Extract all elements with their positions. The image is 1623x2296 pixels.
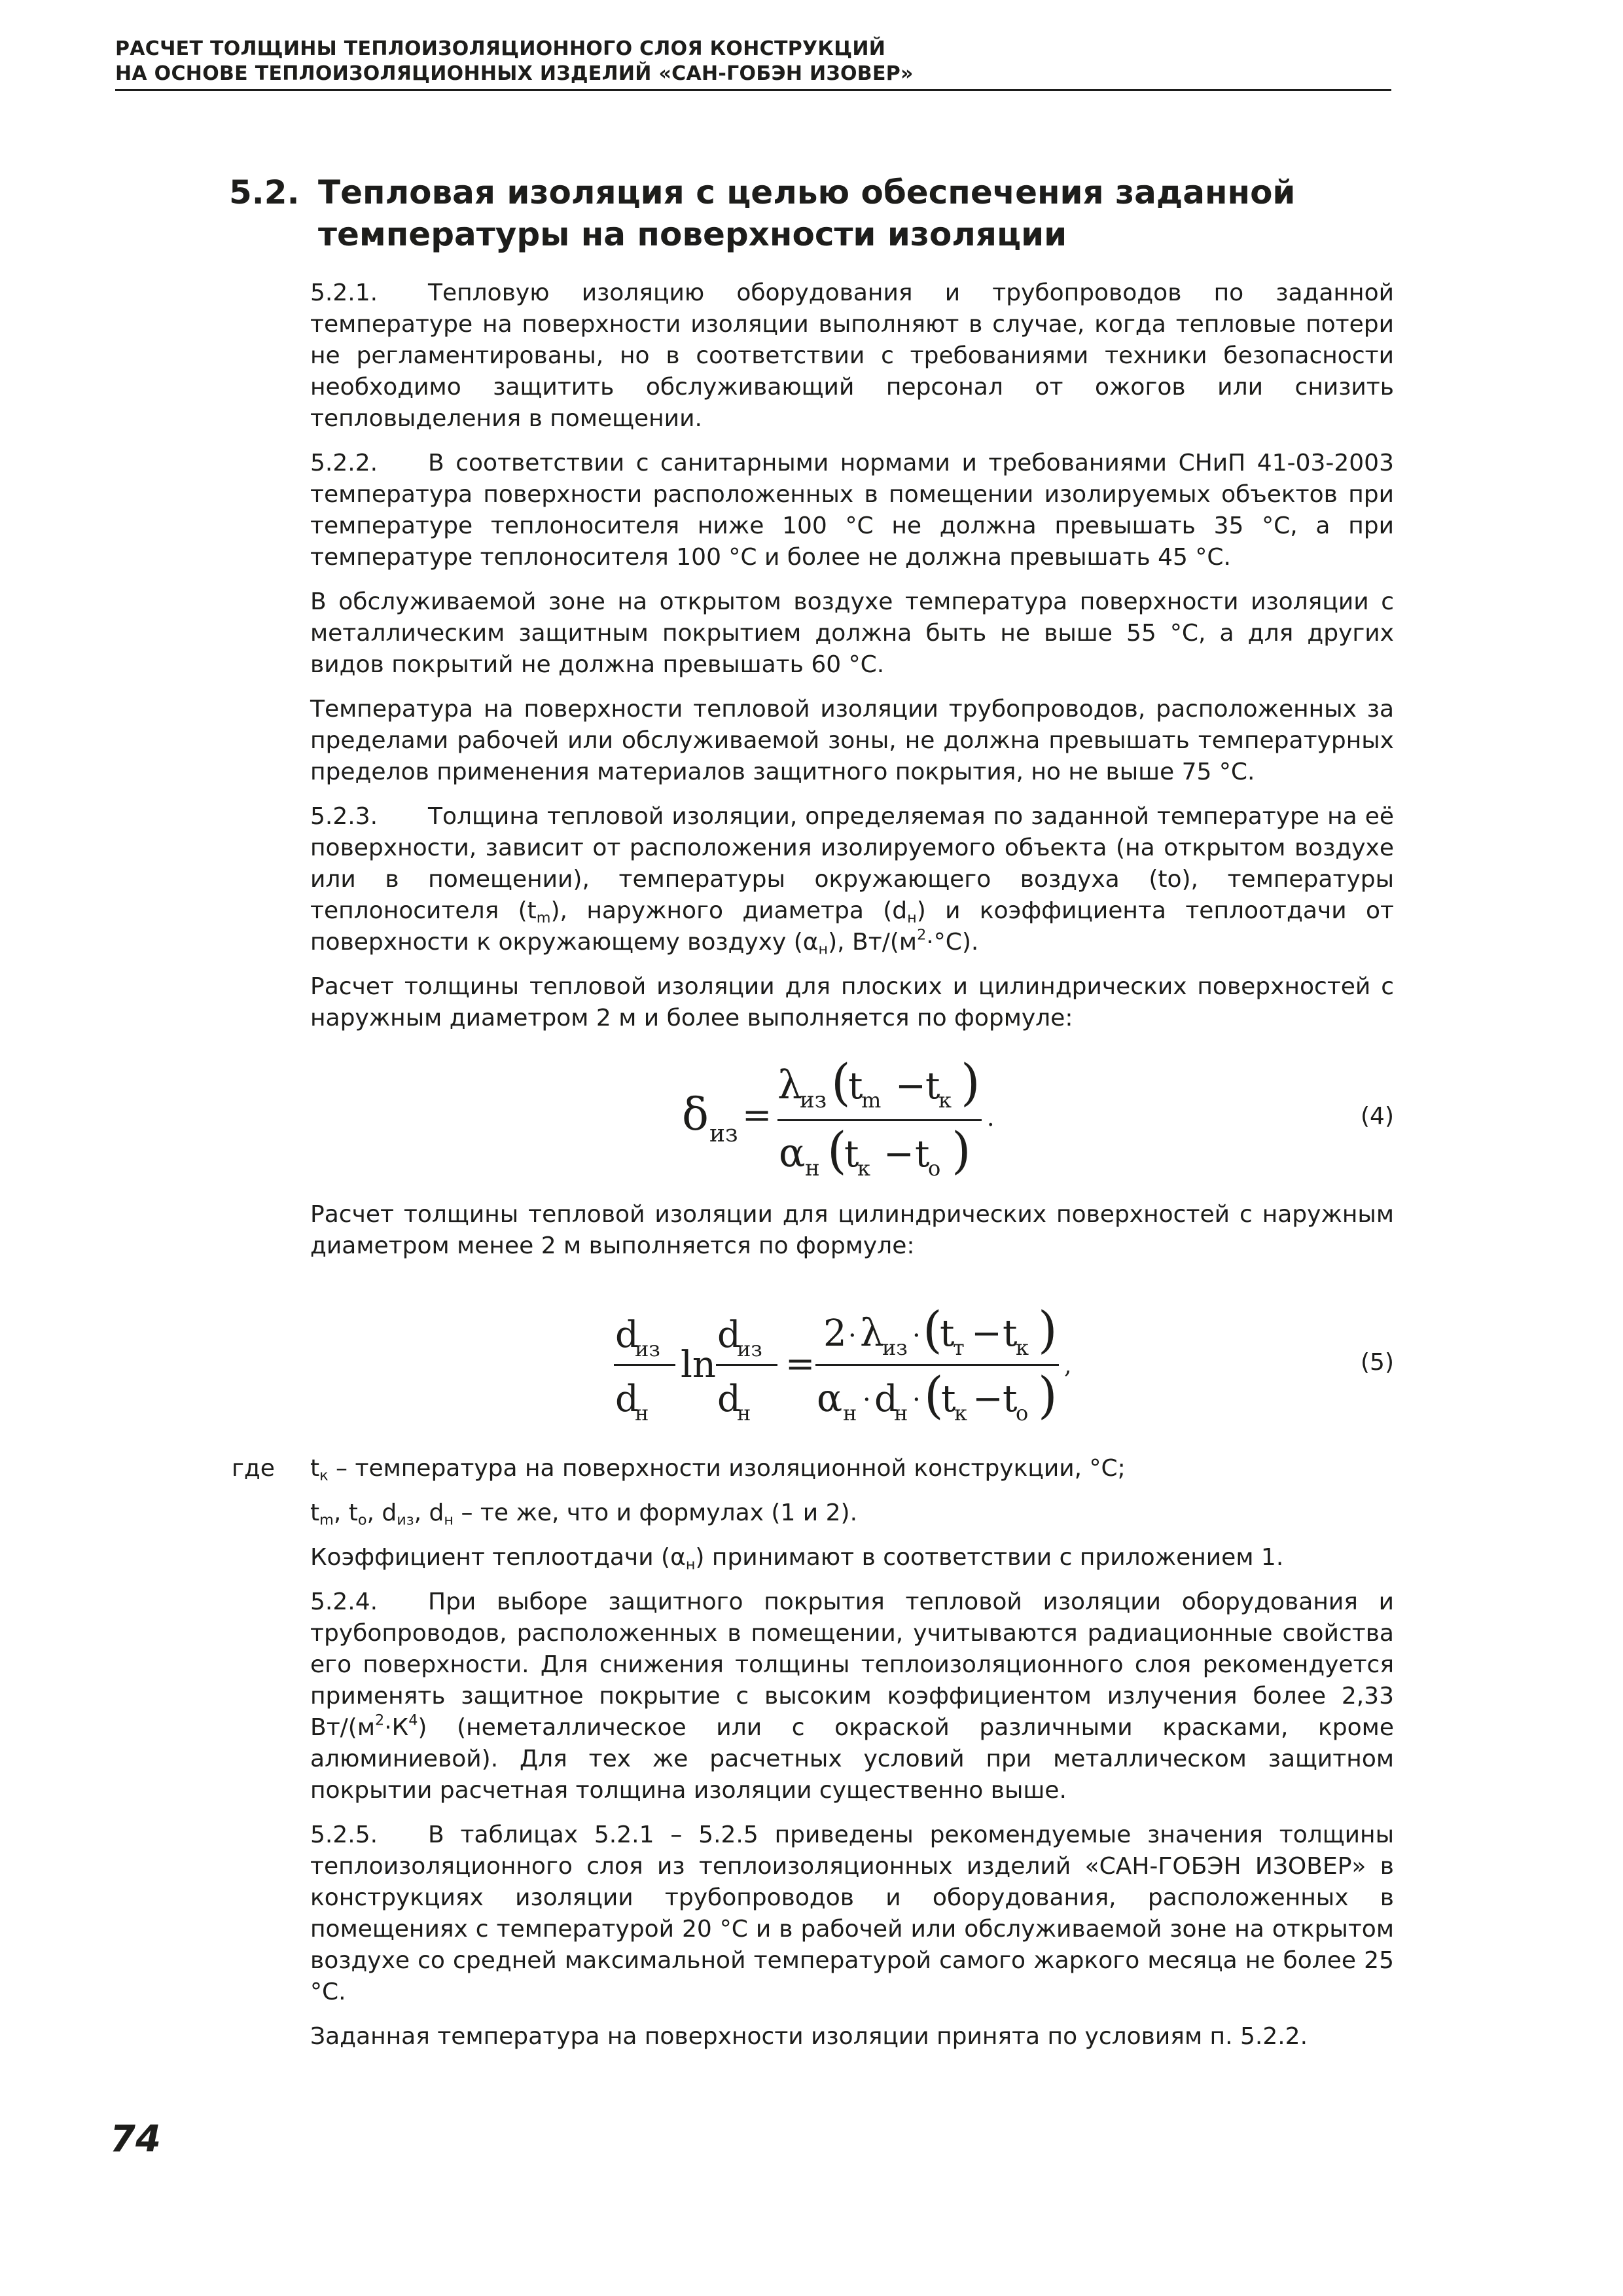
lambda-symbol: λ bbox=[777, 1062, 803, 1108]
t-subscript-k: к bbox=[954, 1401, 967, 1426]
right-paren: ) bbox=[1038, 1366, 1058, 1424]
paragraph-text: ), наружного диаметра (d bbox=[550, 897, 908, 924]
paragraph-number: 5.2.4. bbox=[310, 1588, 378, 1615]
paragraph-number: 5.2.2. bbox=[310, 450, 378, 476]
formula-4 bbox=[310, 1047, 1394, 1185]
minus-sign: − bbox=[971, 1312, 1002, 1355]
d-symbol: d bbox=[717, 1378, 741, 1420]
paragraph-number: 5.2.5. bbox=[310, 1821, 378, 1848]
paragraph-5-2-5 bbox=[310, 1820, 1394, 2008]
paragraph-coefficient bbox=[310, 1542, 1394, 1573]
lambda-subscript: из bbox=[882, 1335, 908, 1360]
section-number: 5.2. bbox=[229, 173, 300, 211]
paragraph-text: Коэффициент теплоотдачи (α bbox=[310, 1544, 686, 1571]
superscript: 2 bbox=[375, 1712, 385, 1729]
running-header bbox=[115, 37, 1389, 86]
alpha-subscript: н bbox=[843, 1401, 857, 1426]
where-definition-tk bbox=[310, 1453, 1394, 1484]
ln-function: ln bbox=[681, 1344, 716, 1386]
formula-period: . bbox=[987, 1105, 995, 1132]
paragraph-5-2-2 bbox=[310, 448, 1394, 573]
paragraph-text: ) (неметаллическое или с окраской различными красками, кроме алюминиевой). Для тех же расчетных условий при металлическом защитном покрытии расчетная толщина изоляции существенно выше. bbox=[310, 1714, 1394, 1804]
minus-sign: − bbox=[972, 1378, 1003, 1420]
t-symbol: t bbox=[940, 1312, 955, 1355]
paragraph-text: ), Вт/(м bbox=[828, 929, 918, 956]
t-subscript-k: к bbox=[1016, 1335, 1029, 1360]
equation-number-4: (4) bbox=[1361, 1103, 1394, 1130]
t-subscript-o: о bbox=[928, 1156, 941, 1181]
right-paren: ) bbox=[1038, 1300, 1058, 1359]
subscript: н bbox=[444, 1511, 454, 1529]
t-symbol: t bbox=[915, 1133, 930, 1175]
t-symbol: t bbox=[941, 1378, 956, 1420]
multiply-dot: · bbox=[912, 1321, 921, 1351]
paragraph-text: ·°С). bbox=[926, 929, 979, 956]
left-paren: ( bbox=[923, 1300, 942, 1359]
t-subscript-o: о bbox=[1016, 1401, 1029, 1426]
t-symbol: t bbox=[844, 1133, 859, 1175]
paragraph-number: 5.2.3. bbox=[310, 803, 378, 830]
left-paren: ( bbox=[924, 1366, 944, 1424]
subscript: к bbox=[319, 1467, 329, 1484]
minus-sign: − bbox=[883, 1133, 914, 1175]
d-symbol: d bbox=[615, 1314, 639, 1356]
left-paren: ( bbox=[827, 1121, 847, 1179]
superscript: 2 bbox=[917, 926, 927, 944]
delta-subscript: из bbox=[709, 1121, 738, 1147]
paragraph-text: ) принимают в соответствии с приложением 1. bbox=[695, 1544, 1284, 1571]
equation-number-5: (5) bbox=[1361, 1349, 1394, 1376]
d-symbol: d bbox=[717, 1314, 741, 1356]
d-symbol: d bbox=[615, 1378, 639, 1420]
digit-two: 2 bbox=[823, 1312, 847, 1355]
d-subscript-iz: из bbox=[737, 1336, 762, 1361]
where-definition-others bbox=[310, 1498, 1394, 1529]
formula-5-svg bbox=[310, 1275, 1226, 1437]
header-rule bbox=[115, 89, 1391, 91]
minus-sign: − bbox=[895, 1065, 926, 1107]
d-subscript-n: н bbox=[894, 1401, 908, 1426]
subscript: н bbox=[818, 941, 829, 958]
paragraph-outside-zone: Температура на поверхности тепловой изоляции трубопроводов, расположенных за пределами рабочей или обслуживаемой зоны, не должна превышать температурных пределов применения материалов защитного покрытия, но не выше 75 °С. bbox=[310, 696, 1394, 785]
paragraph-text: Толщина тепловой изоляции, определяемая по заданной температуре на её поверхности, зависит от расположения изолируемого объекта (на открытом воздухе или в помещении), температуры окружающего воздуха (to), температуры теплоносителя (t bbox=[310, 803, 1394, 924]
paragraph-calc-cylinder: Расчет толщины тепловой изоляции для цилиндрических поверхностей с наружным диаметром менее 2 м выполняется по формуле: bbox=[310, 1201, 1394, 1259]
subscript: из bbox=[397, 1511, 414, 1529]
symbol: , t bbox=[333, 1499, 358, 1526]
alpha-symbol: α bbox=[817, 1376, 843, 1420]
subscript: m bbox=[536, 909, 551, 927]
paragraph-text: Тепловую изоляцию оборудования и трубопроводов по заданной температуре на поверхности изоляции выполняют в случае, когда тепловые потери не регламентированы, но в соответствии с требованиями техники безопасности необходимо защитить обслуживающий персонал от ожогов или снизить тепловыделения в помещении. bbox=[310, 279, 1394, 432]
multiply-dot: · bbox=[912, 1385, 921, 1415]
body-text bbox=[232, 278, 1394, 2066]
equals-sign: = bbox=[742, 1094, 772, 1136]
t-subscript-k: к bbox=[857, 1156, 870, 1181]
page-number: 74 bbox=[110, 2118, 161, 2161]
fraction-bar bbox=[716, 1364, 777, 1366]
t-symbol: t bbox=[848, 1065, 863, 1107]
paragraph-text: В соответствии с санитарными нормами и требованиями СНиП 41-03-2003 температура поверхности расположенных в помещении изолируемых объектов при температуре теплоносителя ниже 100 °С не должна превышать 35 °С, а при температуре теплоносителя 100 °С и более не должна превышать 45 °С. bbox=[310, 450, 1394, 571]
equals-sign: = bbox=[785, 1343, 815, 1384]
formula-4-svg bbox=[310, 1047, 1226, 1185]
paragraph-5-2-3 bbox=[310, 801, 1394, 958]
d-subscript-n: н bbox=[737, 1401, 751, 1426]
where-label: где bbox=[232, 1455, 275, 1482]
t-symbol: t bbox=[1003, 1378, 1018, 1420]
d-subscript-n: н bbox=[635, 1401, 649, 1426]
paragraph-final: Заданная температура на поверхности изоляции принята по условиям п. 5.2.2. bbox=[310, 2023, 1308, 2050]
d-symbol: d bbox=[874, 1378, 898, 1420]
definition-text: – температура на поверхности изоляционной конструкции, °С; bbox=[328, 1455, 1126, 1482]
running-header-line-1: РАСЧЕТ ТОЛЩИНЫ ТЕПЛОИЗОЛЯЦИОННОГО СЛОЯ КОНСТРУКЦИЙ bbox=[115, 37, 886, 60]
formula-comma: , bbox=[1064, 1352, 1072, 1379]
paragraph-calc-flat: Расчет толщины тепловой изоляции для плоских и цилиндрических поверхностей с наружным диаметром 2 м и более выполняется по формуле: bbox=[310, 973, 1394, 1031]
subscript: m bbox=[319, 1511, 334, 1529]
multiply-dot: · bbox=[863, 1385, 871, 1415]
paragraph-text: В таблицах 5.2.1 – 5.2.5 приведены рекомендуемые значения толщины теплоизоляционного слоя из теплоизоляционных изделий «САН-ГОБЭН ИЗОВЕР» в конструкциях изоляции трубопроводов и оборудования, расположенных в помещениях с температурой 20 °С и в рабочей или обслуживаемой зоне на открытом воздухе со средней максимальной температурой самого жаркого месяца не более 25 °С. bbox=[310, 1821, 1394, 2005]
symbol: , d bbox=[366, 1499, 397, 1526]
paragraph-outdoor-limits: В обслуживаемой зоне на открытом воздухе температура поверхности изоляции с металлическим защитным покрытием должна быть не выше 55 °С, а для других видов покрытий не должна превышать 60 °С. bbox=[310, 588, 1394, 678]
definition-text: – те же, что и формулах (1 и 2). bbox=[454, 1499, 858, 1526]
superscript: 4 bbox=[408, 1712, 418, 1729]
t-symbol: t bbox=[1003, 1312, 1018, 1355]
symbol: t bbox=[310, 1455, 320, 1482]
paragraph-number: 5.2.1. bbox=[310, 279, 378, 306]
d-subscript-iz: из bbox=[635, 1336, 660, 1361]
left-paren: ( bbox=[831, 1053, 851, 1111]
t-symbol: t bbox=[925, 1065, 940, 1107]
paragraph-text: При выборе защитного покрытия тепловой изоляции оборудования и трубопроводов, расположенных в помещении, учитываются радиационные свойства его поверхности. Для снижения толщины теплоизоляционного слоя рекомендуется применять защитное покрытие с высоким коэффициентом излучения более 2,33 Вт/(м bbox=[310, 1588, 1394, 1741]
formula-5 bbox=[310, 1275, 1394, 1437]
t-subscript-k: к bbox=[938, 1088, 952, 1113]
paragraph-text: ) и коэффициента теплоотдачи от поверхности к окружающему воздуху (α bbox=[310, 897, 1394, 956]
subscript: н bbox=[907, 909, 917, 927]
running-header-line-2: НА ОСНОВЕ ТЕПЛОИЗОЛЯЦИОННЫХ ИЗДЕЛИЙ «САН-ГОБЭН ИЗОВЕР» bbox=[115, 62, 914, 85]
delta-symbol: δ bbox=[682, 1089, 709, 1141]
where-block bbox=[232, 1453, 1394, 1529]
subscript: н bbox=[685, 1556, 696, 1573]
paragraph-5-2-4 bbox=[310, 1587, 1394, 1806]
t-subscript-t: т bbox=[953, 1335, 965, 1360]
lambda-subscript: из bbox=[800, 1087, 827, 1113]
symbol: t bbox=[310, 1499, 320, 1526]
paragraph-5-2-1 bbox=[310, 278, 1394, 435]
lambda-symbol: λ bbox=[860, 1310, 884, 1355]
symbol: , d bbox=[414, 1499, 444, 1526]
fraction-bar bbox=[614, 1364, 675, 1366]
alpha-symbol: α bbox=[779, 1130, 806, 1176]
paragraph-text: ·К bbox=[384, 1714, 409, 1741]
section-title: Тепловая изоляция с целью обеспечения заданной температуры на поверхности изоляции bbox=[318, 173, 1296, 253]
right-paren: ) bbox=[952, 1121, 971, 1179]
alpha-subscript: н bbox=[805, 1155, 820, 1181]
t-subscript-m: m bbox=[861, 1088, 882, 1113]
subscript: o bbox=[357, 1511, 367, 1529]
right-paren: ) bbox=[961, 1053, 980, 1111]
multiply-dot: · bbox=[848, 1321, 857, 1351]
